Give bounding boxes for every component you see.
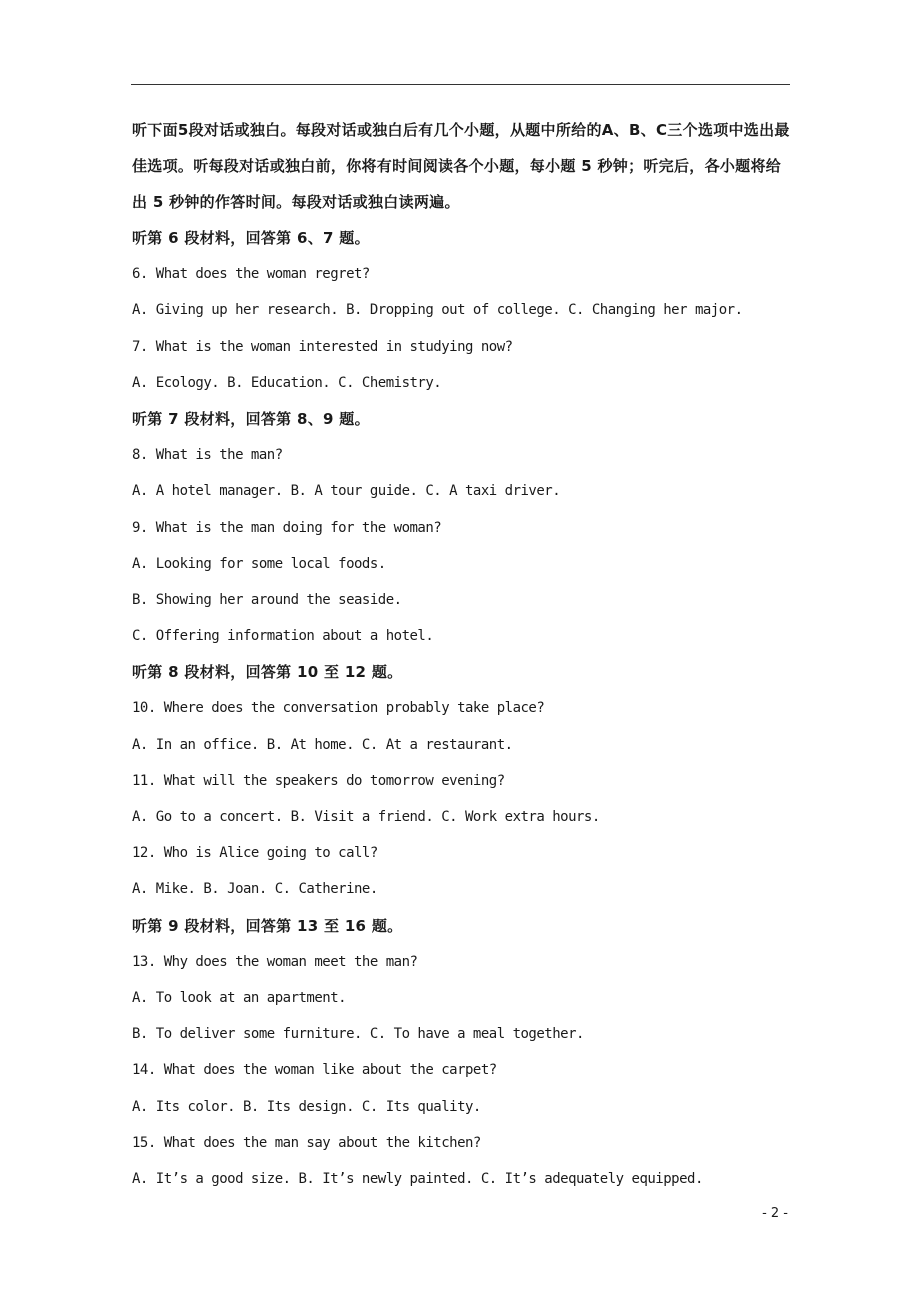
answer-options: C. Offering information about a hotel. xyxy=(132,628,434,645)
page-number: - 2 - xyxy=(762,1206,788,1221)
section-heading: 听第 9 段材料，回答第 13 至 16 题。 xyxy=(132,916,403,935)
question-text: 7. What is the woman interested in studying now? xyxy=(132,338,513,355)
answer-options: A. To look at an apartment. xyxy=(132,989,347,1006)
question-text: 11. What will the speakers do tomorrow evening? xyxy=(132,772,505,789)
page-content xyxy=(132,112,792,1197)
question-text: 13. Why does the woman meet the man? xyxy=(132,953,418,970)
answer-options: A. Looking for some local foods. xyxy=(132,555,386,572)
answer-options: A. It’s a good size. B. It’s newly painted. C. It’s adequately equipped. xyxy=(132,1170,703,1187)
answer-options: B. To deliver some furniture. C. To have a meal together. xyxy=(132,1026,584,1043)
header-rule xyxy=(131,84,790,85)
answer-options: A. Go to a concert. B. Visit a friend. C. Work extra hours. xyxy=(132,809,600,825)
section-instructions: 听下面5段对话或独白。每段对话或独白后有几个小题，从题中所给的A、B、C三个选项中选出最佳选项。听每段对话或独白前，你将有时间阅读各个小题，每小题 5 秒钟；听完后，各小题将给出 5 秒钟的作答时间。每段对话或独白读两遍。 xyxy=(132,121,790,211)
answer-options: A. Mike. B. Joan. C. Catherine. xyxy=(132,881,378,898)
answer-options: A. A hotel manager. B. A tour guide. C. A taxi driver. xyxy=(132,483,561,500)
question-list xyxy=(132,220,792,1197)
answer-options: B. Showing her around the seaside. xyxy=(132,591,402,608)
question-text: 10. Where does the conversation probably take place? xyxy=(132,700,545,717)
question-text: 14. What does the woman like about the carpet? xyxy=(132,1062,497,1079)
section-heading: 听第 8 段材料，回答第 10 至 12 题。 xyxy=(132,663,403,682)
answer-options: A. Ecology. B. Education. C. Chemistry. xyxy=(132,374,442,391)
question-text: 8. What is the man? xyxy=(132,447,283,464)
question-text: 12. Who is Alice going to call? xyxy=(132,845,378,862)
answer-options: A. Its color. B. Its design. C. Its quality. xyxy=(132,1098,481,1115)
question-text: 6. What does the woman regret? xyxy=(132,266,370,283)
question-text: 9. What is the man doing for the woman? xyxy=(132,519,442,536)
section-heading: 听第 7 段材料，回答第 8、9 题。 xyxy=(132,409,370,428)
section-heading: 听第 6 段材料，回答第 6、7 题。 xyxy=(132,229,370,247)
answer-options: A. Giving up her research. B. Dropping out of college. C. Changing her major. xyxy=(132,302,743,319)
answer-options: A. In an office. B. At home. C. At a restaurant. xyxy=(132,736,513,753)
question-text: 15. What does the man say about the kitchen? xyxy=(132,1134,481,1151)
